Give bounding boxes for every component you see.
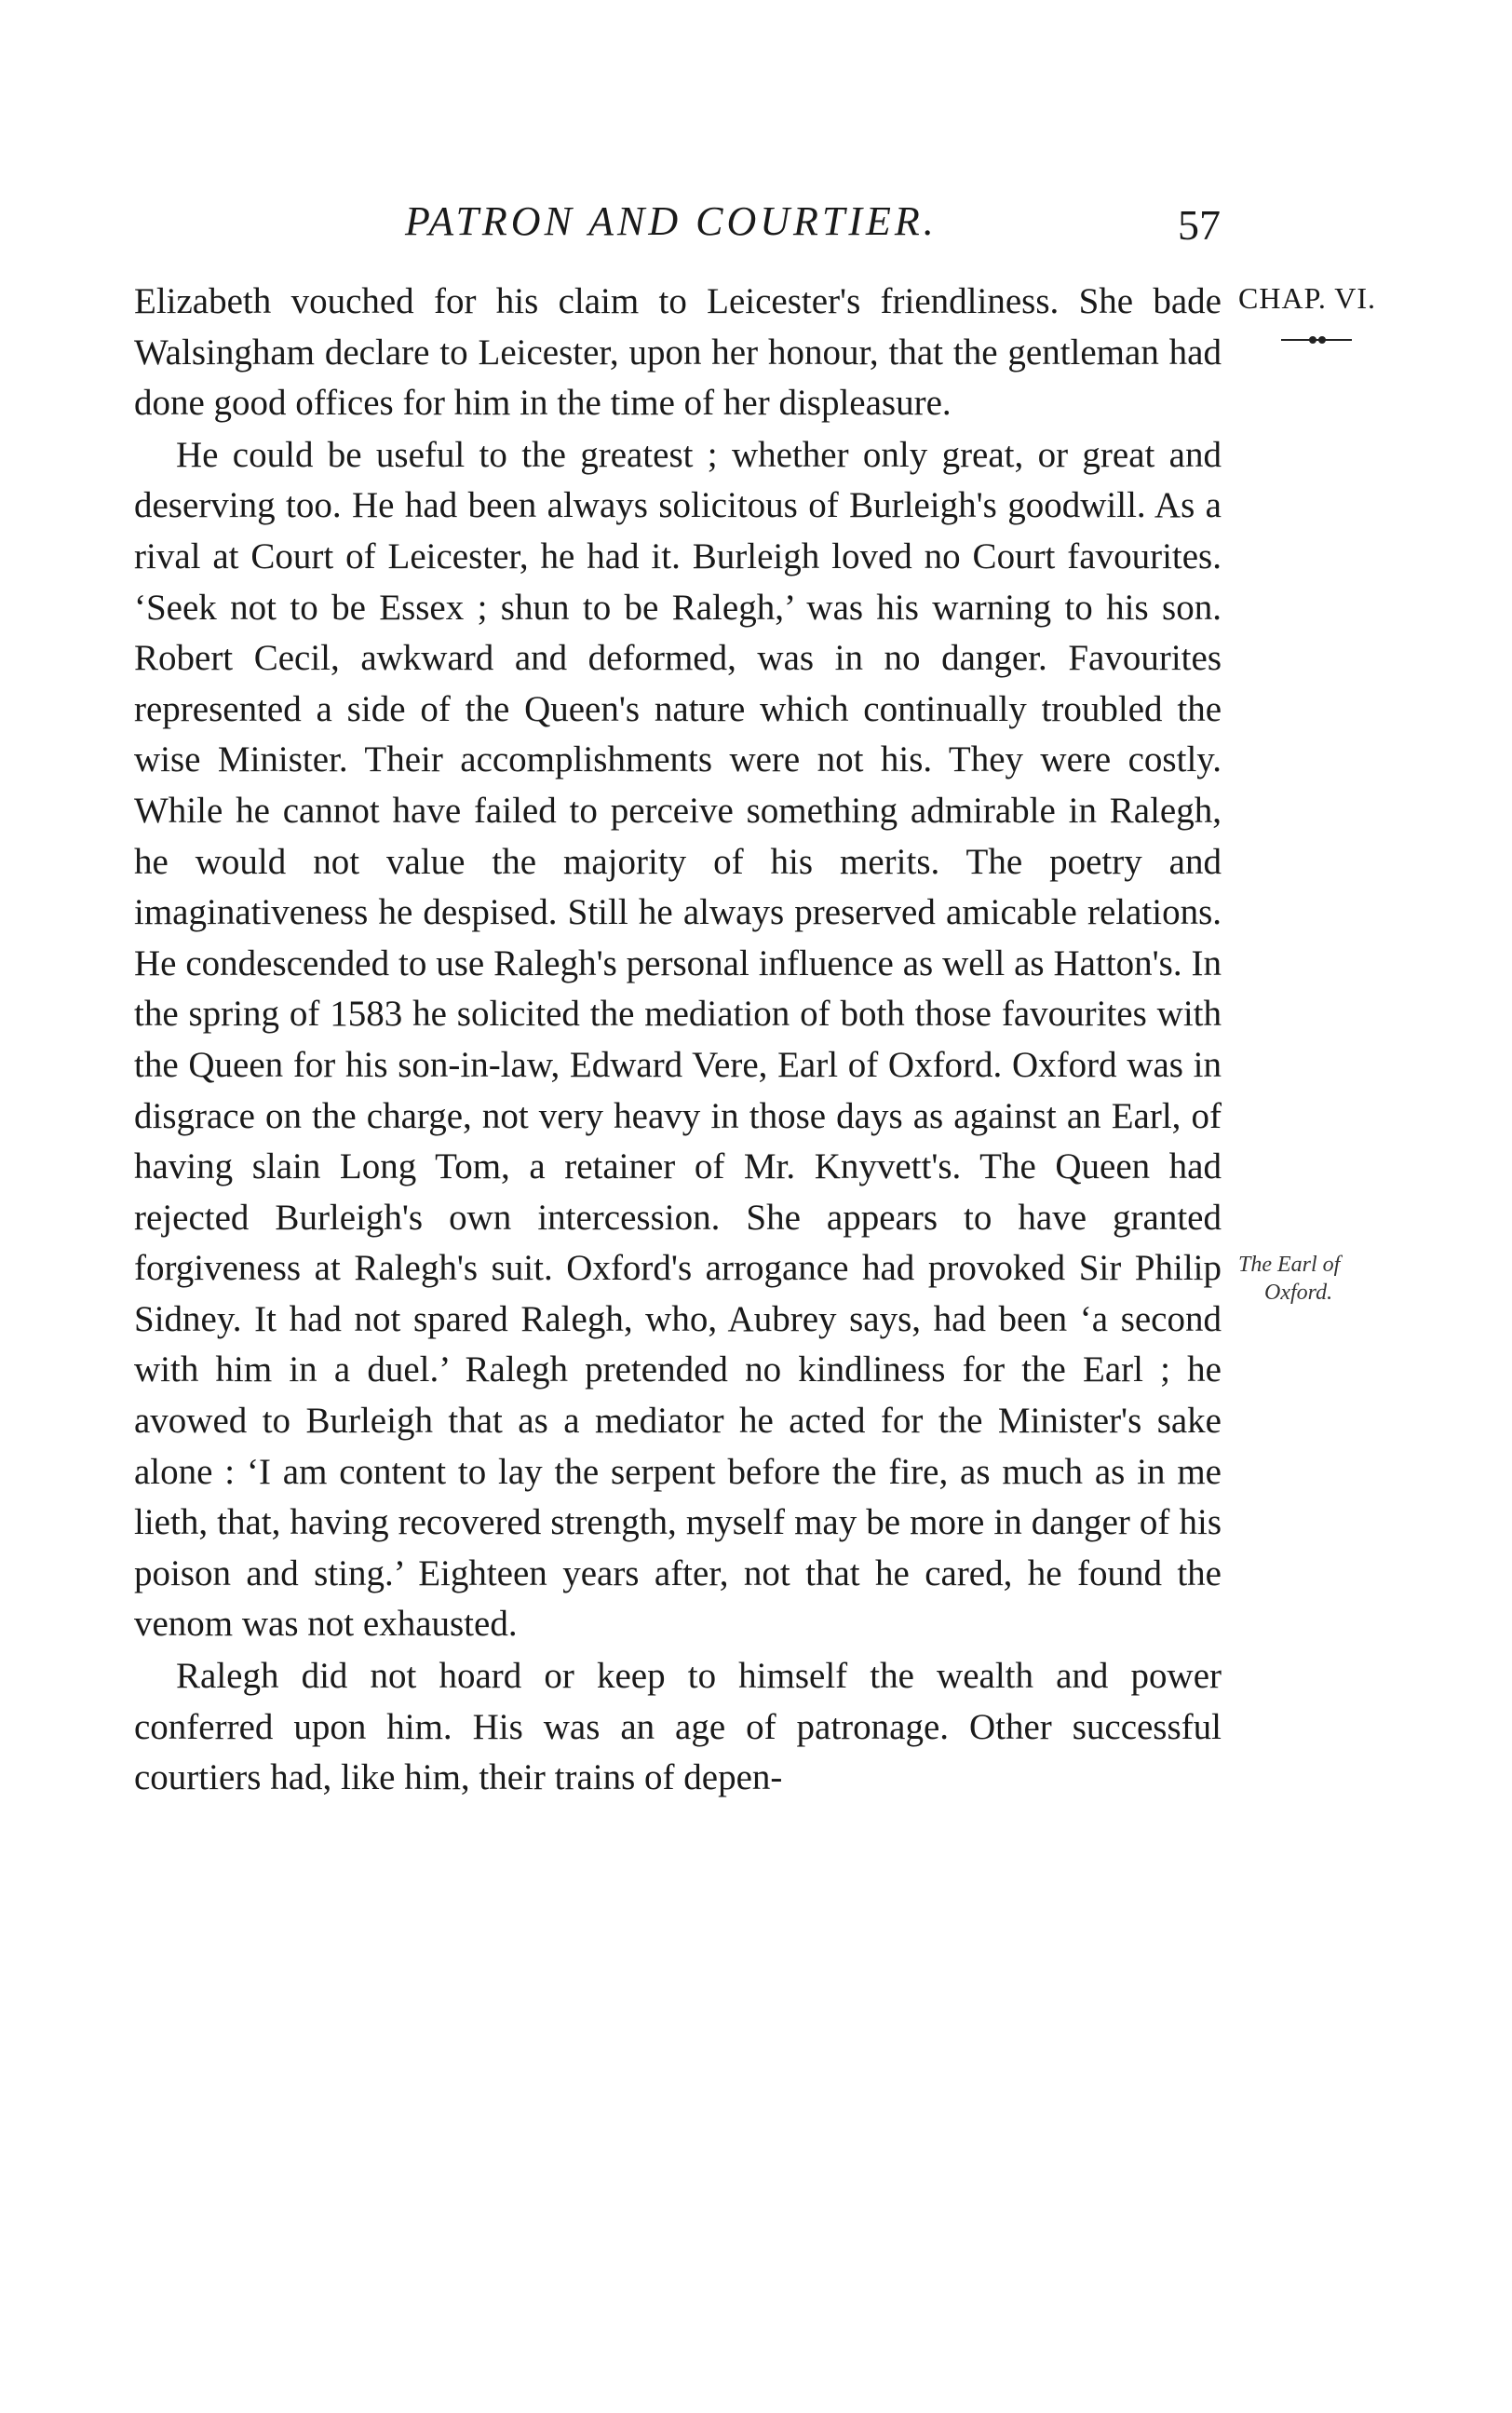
running-head — [0, 194, 1512, 250]
paragraph-3: Ralegh did not hoard or keep to himself the wealth and power conferred upon him. His was an age of patronage. Other successful courtiers had, like him, their trains of depen- — [134, 1656, 1222, 1798]
ornamental-dash-icon — [1279, 326, 1354, 354]
chapter-marker: CHAP. VI. — [1238, 281, 1376, 315]
paragraph-2: He could be useful to the greatest ; whether only great, or great and deserving too. He had been always solicitous of Burleigh's goodwill. As a rival at Court of Leicester, he had it. Burleigh loved no Court favourites. ‘Seek not to be Essex ; shun to be Ralegh,’ was his warning to his son. Robert Cecil, awkward and deformed, was in no danger. Favourites represented a side of the Queen's nature which continually troubled the wise Minister. Their accomplishments were not his. They were costly. While he cannot have failed to perceive something admirable in Ralegh, he would not value the majority of his merits. The poetry and imaginativeness he despised. Still he always preserved amicable relations. He condescended to use Ralegh's personal influence as well as Hatton's. In the spring of 1583 he solicited the mediation of both those favourites with the Queen for his son-in-law, Edward Vere, Earl of Oxford. Oxford was in disgrace on the charge, not very heavy in those days as against an Earl, of having slain Long Tom, a retainer of Mr. Knyvett's. The Queen had rejected Burleigh's own intercession. She appears to have granted forgiveness at Ralegh's suit. Oxford's arrogance had provoked Sir Philip Sidney. It had not spared Ralegh, who, Aubrey says, had been ‘a second with him in a duel.’ Ralegh pretended no kindliness for the Earl ; he avowed to Burleigh that as a mediator he acted for the Minister's sake alone : ‘I am content to lay the serpent before the fire, as much as in me lieth, that, having recovered strength, myself may be more in danger of his poison and sting.’ Eighteen years after, not that he cared, he found the venom was not exhausted. — [134, 434, 1222, 1645]
body-text — [134, 277, 1222, 1805]
page-number: 57 — [1178, 201, 1221, 249]
paragraph-1: Elizabeth vouched for his claim to Leicester's friendliness. She bade Walsingham declare to Leicester, upon her honour, that the gentleman had done good offices for him in the time of her displeasure. — [134, 281, 1222, 424]
side-note-earl-of-oxford — [1238, 1251, 1424, 1307]
side-note-line-2: Oxford. — [1264, 1281, 1333, 1305]
running-title: PATRON AND COURTIER. — [405, 198, 938, 244]
side-note-line-1: The Earl of — [1238, 1253, 1341, 1277]
